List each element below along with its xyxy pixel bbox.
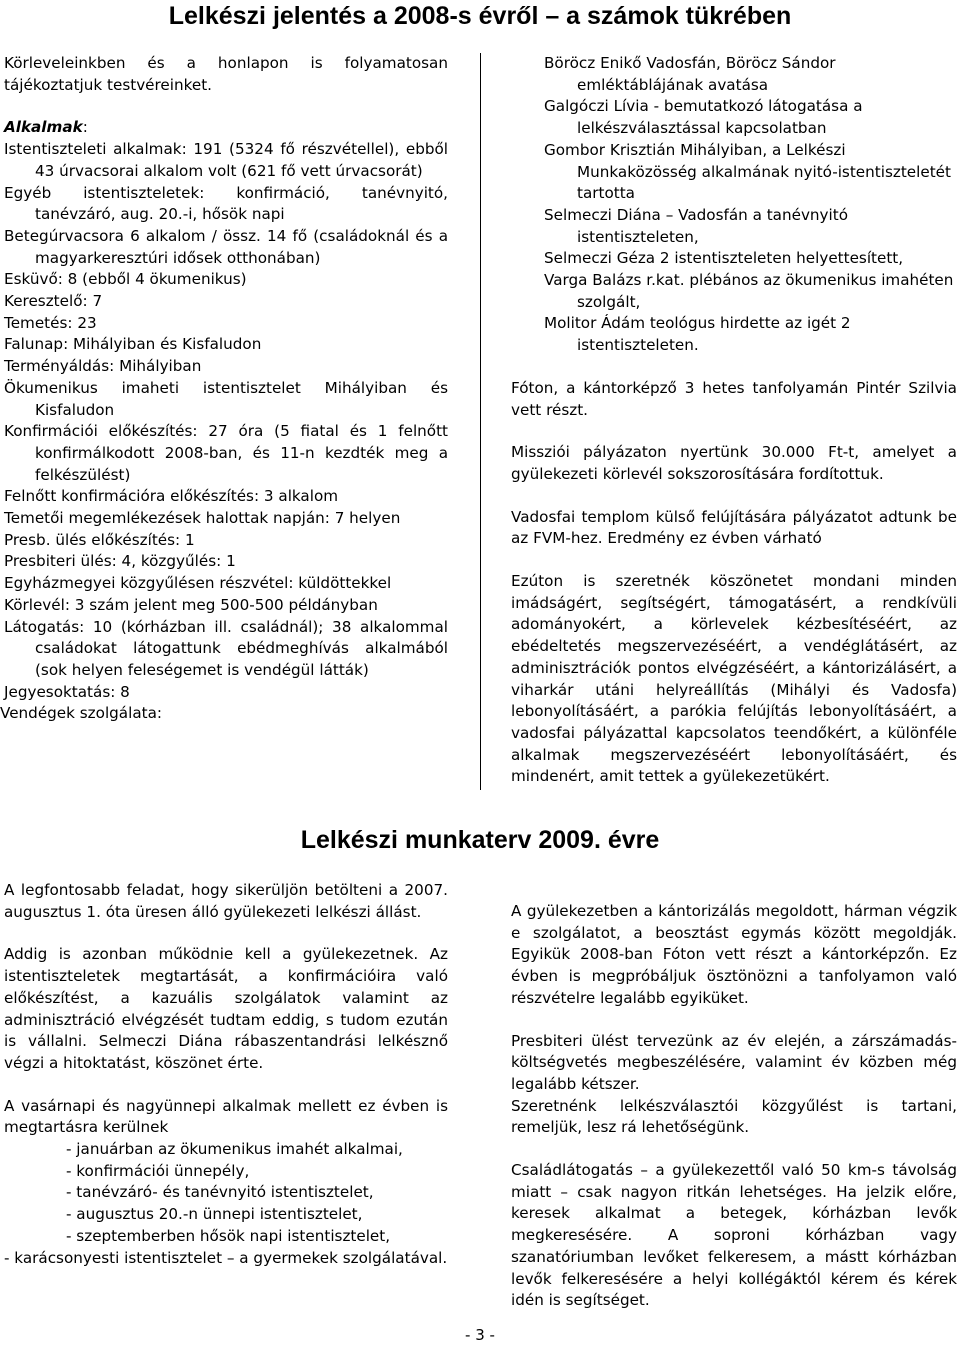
list-item: Körlevél: 3 szám jelent meg 500-500 példányban — [4, 595, 378, 614]
list-item: - karácsonyesti istentisztelet – a gyermekek szolgálatával. — [4, 1248, 448, 1267]
paragraph: Családlátogatás – a gyülekezettől való 50 km-s távolság miatt – csak nagyon ritkán lehetséges. Ha jelzik előre, keresek alkalmat a betegek, kórházban levők megkeresésére. A soproni kórházban vagy szanatóriumban levőket felkeresem, a mástt kórházban levők felkeresésére a helyi kollégáktól kérem és kérek idén is segítséget. — [511, 1161, 957, 1310]
list-item: Jegyesoktatás: 8 — [4, 682, 130, 701]
list-item: - konfirmációi ünnepély, — [66, 1161, 250, 1180]
guest-item: Varga Balázs r.kat. plébános az ökumenikus imahéten szolgált, — [544, 271, 954, 311]
intro-paragraph: Körleveleinkben és a honlapon is folyamatosan tájékoztatjuk testvéreinket. — [4, 54, 448, 94]
list-item: Esküvő: 8 (ebből 4 ökumenikus) — [4, 270, 247, 289]
list-item: Konfirmációi előkészítés: 27 óra (5 fiatal és 1 felnőtt konfirmálkodott 2008-ban, és 11-n kezdték meg a felkészülést) — [4, 422, 448, 484]
paragraph: A gyülekezetben a kántorizálás megoldott, hárman végzik e szolgálatot, a beosztást egymás között megoldják. Egyikük 2008-ban Fóton vett részt a kántorképzőn. Ez évben is megpróbáljuk ösztönözni a tanfolyamon való részvételre legalább egyiküket. — [511, 902, 957, 1007]
plan-right-column — [511, 901, 957, 1312]
list-item-guests: Vendégek szolgálata: — [0, 704, 163, 723]
thanks-paragraph: Ezúton is szeretnék köszönetet mondani minden imádságért, segítségért, támogatásért, a rendkívüli adományokért, a körlevelek kézbesítéséért, az ebédeltetés megszervezéséért, a vendéglátásért, az adminisztrációk pontos elvégzéséért, a kántorizálásért, a viharkár utáni helyreállítás (Mihályi és Vadosfa) lebonyolításáért, a parókia felújítás lebonyolításáért, a vadosfai pályázattal kapcsolatos teendőkért, a különféle alkalmak megszervezéséért lebonyolításáért, és mindenért, amit tettek a gyülekezetükért. — [511, 572, 957, 786]
paragraph: Addig is azonban működnie kell a gyülekezetnek. Az istentiszteletek megtartását, a konfirmációira való előkészítést, a kazuális szolgálatok valamint az adminisztráció elvégzését tudtam eddig, s tudom ezután is vállalni. Selmeczi Diána rábaszentandrási lelkésznő végzi a hitoktatást, köszönet érte. — [4, 945, 448, 1072]
list-item: - szeptemberben hősök napi istentisztelet, — [66, 1226, 391, 1245]
paragraph: Szeretnénk lelkészválasztói közgyűlést is tartani, remeljük, lesz rá lehetőségünk. — [511, 1096, 957, 1137]
list-item: Felnőtt konfirmációra előkészítés: 3 alkalom — [4, 487, 339, 506]
paragraph: Fóton, a kántorképző 3 hetes tanfolyamán Pintér Szilvia vett részt. — [511, 378, 957, 419]
list-item: Egyházmegyei közgyűlésen részvétel: küldöttekkel — [4, 574, 392, 593]
list-item: Egyéb istentiszteletek: konfirmáció, tanévnyitó, tanévzáró, aug. 20.-i, hősök napi — [4, 183, 448, 224]
list-item: Keresztelő: 7 — [4, 292, 103, 311]
list-item: Temetés: 23 — [4, 313, 97, 332]
alkalmak-heading: Alkalmak: — [4, 118, 88, 137]
plan-title: Lelkészi munkaterv 2009. évre — [300, 826, 660, 854]
list-item: Istentiszteleti alkalmak: 191 (5324 fő részvétellel), ebből 43 úrvacsorai alkalom volt (621 fő vett úrvacsorát) — [4, 140, 448, 180]
guest-item: Galgóczi Lívia - bemutatkozó látogatása a lelkészválasztással kapcsolatban — [544, 97, 863, 138]
plan-left-column — [4, 880, 448, 1269]
guest-item: Böröcz Enikő Vadosfán, Böröcz Sándor emléktáblájának avatása — [544, 54, 836, 94]
guest-item: Selmeczi Diána – Vadosfán a tanévnyitó istentiszteleten, — [544, 205, 849, 246]
guest-item: Selmeczi Géza 2 istentiszteleten helyettesített, — [544, 249, 904, 268]
list-item: Temetői megemlékezések halottak napján: 7 helyen — [4, 509, 401, 528]
list-item: Terményáldás: Mihályiban — [4, 357, 202, 376]
list-item: Presbiteri ülés: 4, közgyűlés: 1 — [4, 552, 236, 571]
guest-item: Molitor Ádám teológus hirdette az igét 2 istentiszteleten. — [544, 314, 851, 355]
list-item: - augusztus 20.-n ünnepi istentisztelet, — [66, 1205, 363, 1224]
paragraph: Missziói pályázaton nyertünk 30.000 Ft-t, amelyet a gyülekezeti körlevél sokszorosítására fordítottuk. — [511, 443, 957, 483]
report-left-column — [0, 53, 448, 725]
paragraph: A legfontosabb feladat, hogy sikerüljön betölteni a 2007. augusztus 1. óta üresen álló gyülekezeti lelkészi állást. — [4, 881, 448, 921]
alkalmak-label: Alkalmak — [4, 118, 83, 137]
paragraph: Presbiteri ülést tervezünk az év elején, a zárszámadás-költségvetés megbeszélésére, valamint év közben még legalább kétszer. — [511, 1031, 957, 1093]
list-item: Falunap: Mihályiban és Kisfaludon — [4, 335, 262, 354]
column-divider — [480, 53, 481, 790]
page-number: - 3 - — [465, 1326, 495, 1344]
list-item: Betegúrvacsora 6 alkalom / össz. 14 fő (családoknál és a magyarkeresztúri idősek otthonában) — [4, 226, 448, 267]
list-item: Presb. ülés előkészítés: 1 — [4, 530, 195, 549]
list-item: - januárban az ökumenikus imahét alkalmai, — [66, 1140, 403, 1159]
list-item: Látogatás: 10 (kórházban ill. családnál); 38 alkalommal családokat látogattunk ebédmeghívás alkalmából (sok helyen feleségemet is vendégül látták) — [4, 617, 448, 679]
list-item: - tanévzáró- és tanévnyitó istentisztelet, — [66, 1183, 374, 1202]
paragraph: Vadosfai templom külső felújítására pályázatot adtunk be az FVM-hez. Eredmény ez évben várható — [511, 507, 957, 548]
list-item: Ökumenikus imaheti istentisztelet Mihályiban és Kisfaludon — [4, 378, 448, 419]
report-right-column — [511, 53, 957, 788]
guest-item: Gombor Krisztián Mihályiban, a Lelkészi Munkaközösség alkalmának nyitó-istentiszteletét tartotta — [544, 140, 951, 203]
report-title: Lelkészi jelentés a 2008-s évről – a számok tükrében — [168, 2, 792, 30]
paragraph: A vasárnapi és nagyünnepi alkalmak mellett ez évben is megtartásra kerülnek — [4, 1096, 448, 1137]
